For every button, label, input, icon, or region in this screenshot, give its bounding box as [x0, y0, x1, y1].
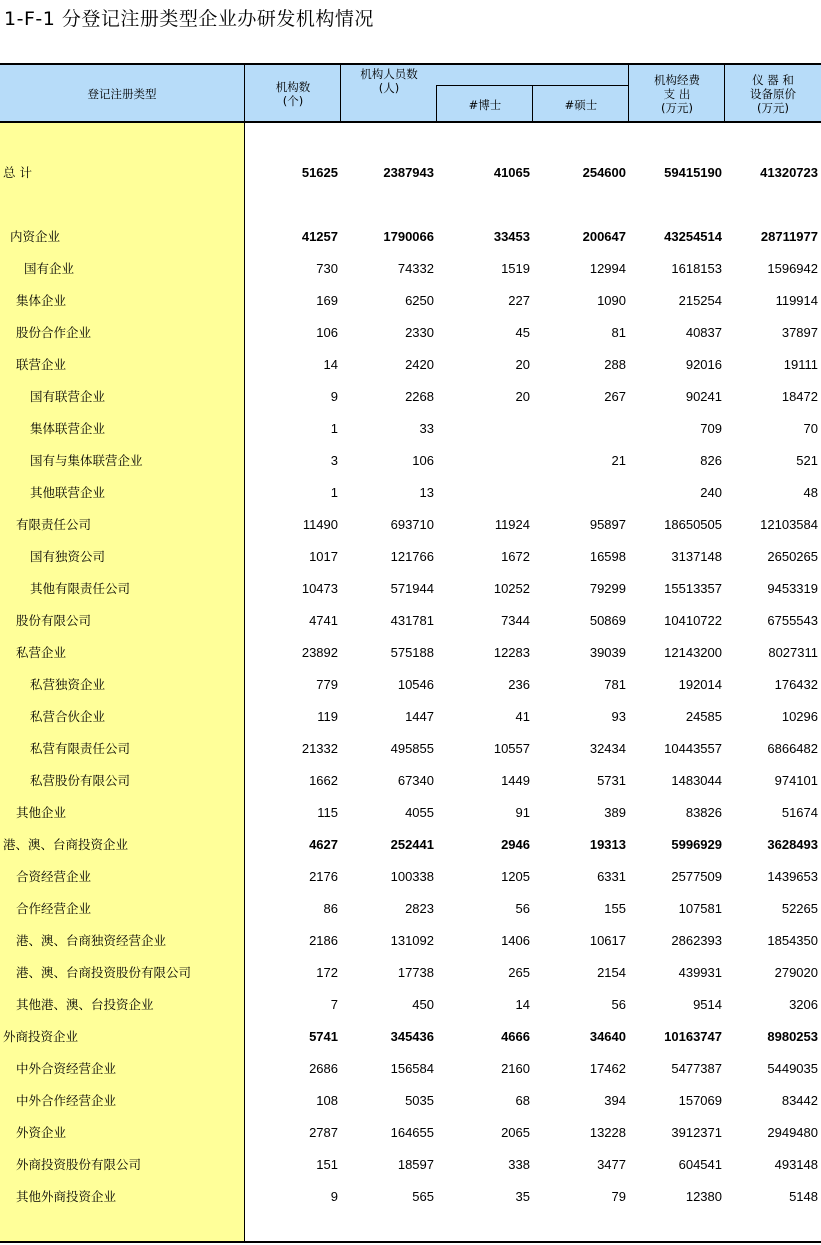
- cell-staff: 164655: [390, 1125, 434, 1140]
- header-master: #硕士: [564, 98, 598, 112]
- cell-count: 4741: [309, 613, 338, 628]
- cell-equipment: 48: [803, 485, 818, 500]
- table-row: [0, 413, 821, 445]
- cell-phd: 10557: [493, 741, 530, 756]
- cell-master: 16598: [589, 549, 626, 564]
- table-row: [0, 669, 821, 701]
- table-row: [0, 1021, 821, 1053]
- cell-staff: 5035: [405, 1093, 434, 1108]
- header-equipment: 仪 器 和 设备原价 (万元): [750, 73, 796, 115]
- cell-equipment: 12103584: [760, 517, 818, 532]
- table-row: [0, 285, 821, 317]
- cell-equipment: 70: [803, 421, 818, 436]
- cell-phd: 68: [515, 1093, 530, 1108]
- cell-expense: 215254: [678, 293, 722, 308]
- cell-expense: 2862393: [671, 933, 722, 948]
- cell-equipment: 3206: [789, 997, 818, 1012]
- cell-phd: 41065: [493, 165, 530, 180]
- cell-equipment: 2650265: [767, 549, 818, 564]
- row-label: 私营股份有限公司: [30, 773, 131, 788]
- header-divider: [724, 65, 725, 123]
- cell-master: 13228: [589, 1125, 626, 1140]
- cell-equipment: 521: [796, 453, 818, 468]
- cell-expense: 439931: [678, 965, 722, 980]
- table-row: [0, 861, 821, 893]
- cell-count: 1: [330, 485, 338, 500]
- cell-master: 3477: [597, 1157, 626, 1172]
- cell-master: 254600: [582, 165, 626, 180]
- cell-staff: 345436: [390, 1029, 434, 1044]
- cell-count: 1662: [309, 773, 338, 788]
- cell-master: 288: [604, 357, 626, 372]
- cell-expense: 18650505: [664, 517, 722, 532]
- cell-equipment: 83442: [781, 1093, 818, 1108]
- table-row: [0, 1117, 821, 1149]
- cell-count: 2787: [309, 1125, 338, 1140]
- cell-expense: 10410722: [664, 613, 722, 628]
- row-label: 中外合作经营企业: [16, 1093, 117, 1108]
- table-row: [0, 1181, 821, 1213]
- cell-phd: 1519: [501, 261, 530, 276]
- table-row: [0, 317, 821, 349]
- cell-expense: 826: [700, 453, 722, 468]
- cell-master: 50869: [589, 613, 626, 628]
- cell-equipment: 279020: [774, 965, 818, 980]
- cell-expense: 157069: [678, 1093, 722, 1108]
- cell-master: 394: [604, 1093, 626, 1108]
- row-label: 外商投资股份有限公司: [16, 1157, 142, 1172]
- cell-staff: 100338: [390, 869, 434, 884]
- cell-phd: 14: [515, 997, 530, 1012]
- row-label: 私营独资企业: [30, 677, 106, 692]
- row-label: 其他企业: [16, 805, 67, 820]
- table-row: [0, 541, 821, 573]
- table-row: [0, 1053, 821, 1085]
- cell-phd: 33453: [493, 229, 530, 244]
- cell-phd: 35: [515, 1189, 530, 1204]
- cell-phd: 12283: [493, 645, 530, 660]
- cell-expense: 709: [700, 421, 722, 436]
- cell-phd: 236: [508, 677, 530, 692]
- page-title: 1-F-1 分登记注册类型企业办研发机构情况: [4, 8, 374, 30]
- cell-equipment: 51674: [781, 805, 818, 820]
- row-label: 联营企业: [16, 357, 67, 372]
- cell-phd: 1406: [501, 933, 530, 948]
- cell-count: 2176: [309, 869, 338, 884]
- cell-phd: 11924: [494, 517, 530, 532]
- row-label: 其他外商投资企业: [16, 1189, 117, 1204]
- cell-count: 3: [330, 453, 338, 468]
- cell-equipment: 3628493: [767, 837, 818, 852]
- cell-expense: 83826: [685, 805, 722, 820]
- cell-staff: 33: [419, 421, 434, 436]
- cell-staff: 18597: [397, 1157, 434, 1172]
- cell-staff: 252441: [390, 837, 434, 852]
- row-label: 内资企业: [10, 229, 61, 244]
- cell-master: 6331: [597, 869, 626, 884]
- table-row: [0, 445, 821, 477]
- table-row: [0, 701, 821, 733]
- cell-master: 95897: [589, 517, 626, 532]
- row-label: 私营企业: [16, 645, 67, 660]
- cell-count: 4627: [309, 837, 338, 852]
- cell-master: 2154: [597, 965, 626, 980]
- cell-equipment: 52265: [781, 901, 818, 916]
- cell-expense: 1618153: [671, 261, 722, 276]
- row-label: 集体联营企业: [30, 421, 106, 436]
- cell-equipment: 176432: [774, 677, 818, 692]
- cell-expense: 5477387: [671, 1061, 722, 1076]
- cell-count: 11490: [302, 517, 338, 532]
- row-label: 合资经营企业: [16, 869, 92, 884]
- row-label: 国有联营企业: [30, 389, 106, 404]
- cell-expense: 107581: [678, 901, 722, 916]
- cell-staff: 575188: [390, 645, 434, 660]
- row-label: 国有独资公司: [30, 549, 106, 564]
- row-label: 外商投资企业: [3, 1029, 79, 1044]
- cell-master: 19313: [589, 837, 626, 852]
- table-row: [0, 637, 821, 669]
- cell-master: 17462: [589, 1061, 626, 1076]
- cell-equipment: 2949480: [767, 1125, 818, 1140]
- cell-staff: 121766: [390, 549, 434, 564]
- row-label: 其他联营企业: [30, 485, 106, 500]
- row-label: 合作经营企业: [16, 901, 92, 916]
- cell-staff: 1447: [405, 709, 434, 724]
- cell-equipment: 37897: [781, 325, 818, 340]
- cell-master: 21: [611, 453, 626, 468]
- cell-equipment: 9453319: [767, 581, 818, 596]
- cell-equipment: 1439653: [767, 869, 818, 884]
- cell-count: 14: [323, 357, 338, 372]
- table-row: [0, 829, 821, 861]
- cell-staff: 565: [412, 1189, 434, 1204]
- cell-staff: 13: [419, 485, 434, 500]
- cell-master: 200647: [582, 229, 626, 244]
- cell-master: 79299: [589, 581, 626, 596]
- cell-count: 2686: [309, 1061, 338, 1076]
- cell-count: 86: [323, 901, 338, 916]
- cell-staff: 450: [412, 997, 434, 1012]
- cell-master: 32434: [589, 741, 626, 756]
- cell-expense: 3137148: [671, 549, 722, 564]
- row-label: 股份合作企业: [16, 325, 92, 340]
- cell-staff: 571944: [390, 581, 434, 596]
- cell-count: 172: [316, 965, 338, 980]
- row-label: 私营合伙企业: [30, 709, 106, 724]
- cell-master: 781: [604, 677, 626, 692]
- table-row: [0, 381, 821, 413]
- cell-staff: 10546: [397, 677, 434, 692]
- row-label: 其他有限责任公司: [30, 581, 131, 596]
- cell-staff: 67340: [397, 773, 434, 788]
- cell-count: 51625: [301, 165, 338, 180]
- cell-phd: 20: [515, 357, 530, 372]
- cell-count: 2186: [309, 933, 338, 948]
- cell-master: 10617: [589, 933, 626, 948]
- cell-equipment: 28711977: [760, 229, 818, 244]
- cell-master: 56: [611, 997, 626, 1012]
- cell-count: 9: [330, 389, 338, 404]
- cell-phd: 1205: [501, 869, 530, 884]
- cell-phd: 10252: [493, 581, 530, 596]
- cell-count: 106: [316, 325, 338, 340]
- row-label: 私营有限责任公司: [30, 741, 131, 756]
- header-divider: [532, 85, 533, 123]
- cell-master: 12994: [589, 261, 626, 276]
- cell-expense: 9514: [693, 997, 722, 1012]
- cell-staff: 6250: [405, 293, 434, 308]
- cell-staff: 156584: [390, 1061, 434, 1076]
- cell-staff: 693710: [390, 517, 434, 532]
- cell-equipment: 5449035: [767, 1061, 818, 1076]
- data-table: [0, 63, 821, 1243]
- cell-phd: 227: [508, 293, 530, 308]
- table-row: [0, 221, 821, 253]
- row-label: 国有企业: [24, 261, 75, 276]
- cell-phd: 2065: [501, 1125, 530, 1140]
- cell-master: 39039: [589, 645, 626, 660]
- table-row: [0, 349, 821, 381]
- cell-master: 267: [604, 389, 626, 404]
- cell-equipment: 1854350: [767, 933, 818, 948]
- table-row: [0, 957, 821, 989]
- cell-expense: 10443557: [664, 741, 722, 756]
- cell-expense: 5996929: [671, 837, 722, 852]
- row-label: 港、澳、台商投资股份有限公司: [16, 965, 192, 980]
- row-label: 港、澳、台商独资经营企业: [16, 933, 167, 948]
- row-label: 国有与集体联营企业: [30, 453, 143, 468]
- cell-phd: 41: [515, 709, 530, 724]
- cell-master: 1090: [597, 293, 626, 308]
- cell-count: 23892: [301, 645, 338, 660]
- row-label: 其他港、澳、台投资企业: [16, 997, 154, 1012]
- cell-equipment: 6866482: [767, 741, 818, 756]
- table-row: [0, 477, 821, 509]
- cell-count: 779: [316, 677, 338, 692]
- cell-staff: 17738: [397, 965, 434, 980]
- header-divider: [244, 65, 245, 123]
- cell-count: 730: [316, 261, 338, 276]
- cell-staff: 2268: [405, 389, 434, 404]
- cell-staff: 1790066: [383, 229, 434, 244]
- cell-count: 169: [316, 293, 338, 308]
- cell-staff: 2420: [405, 357, 434, 372]
- cell-equipment: 8027311: [768, 645, 818, 660]
- row-label: 总 计: [3, 165, 32, 180]
- cell-staff: 2387943: [383, 165, 434, 180]
- cell-staff: 131092: [390, 933, 434, 948]
- table-row: [0, 509, 821, 541]
- cell-staff: 74332: [397, 261, 434, 276]
- row-label: 集体企业: [16, 293, 67, 308]
- header-divider: [340, 65, 341, 123]
- table-row: [0, 733, 821, 765]
- row-label: 港、澳、台商投资企业: [3, 837, 129, 852]
- cell-phd: 20: [515, 389, 530, 404]
- cell-expense: 90241: [685, 389, 722, 404]
- cell-equipment: 10296: [781, 709, 818, 724]
- cell-expense: 12380: [685, 1189, 722, 1204]
- cell-equipment: 6755543: [767, 613, 818, 628]
- cell-expense: 3912371: [671, 1125, 722, 1140]
- header-registration-type: 登记注册类型: [87, 87, 157, 101]
- cell-expense: 59415190: [664, 165, 722, 180]
- cell-master: 155: [604, 901, 626, 916]
- cell-expense: 2577509: [671, 869, 722, 884]
- header-staff-count: 机构人员数 (人): [360, 67, 418, 95]
- cell-count: 1: [330, 421, 338, 436]
- cell-equipment: 119914: [775, 293, 818, 308]
- table-row: [0, 157, 821, 189]
- cell-equipment: 974101: [774, 773, 818, 788]
- header-institution-count: 机构数 (个): [275, 80, 311, 108]
- cell-equipment: 19111: [783, 357, 818, 372]
- cell-expense: 40837: [685, 325, 722, 340]
- cell-staff: 106: [412, 453, 434, 468]
- cell-phd: 56: [515, 901, 530, 916]
- cell-equipment: 18472: [781, 389, 818, 404]
- table-row: [0, 765, 821, 797]
- cell-count: 151: [316, 1157, 338, 1172]
- table-row: [0, 573, 821, 605]
- cell-staff: 431781: [390, 613, 434, 628]
- cell-expense: 604541: [678, 1157, 722, 1172]
- cell-master: 81: [611, 325, 626, 340]
- row-label: 外资企业: [16, 1125, 67, 1140]
- cell-staff: 4055: [405, 805, 434, 820]
- cell-staff: 2330: [405, 325, 434, 340]
- cell-phd: 1449: [501, 773, 530, 788]
- cell-expense: 1483044: [671, 773, 722, 788]
- cell-expense: 10163747: [664, 1029, 722, 1044]
- cell-staff: 2823: [405, 901, 434, 916]
- row-label: 中外合资经营企业: [16, 1061, 117, 1076]
- cell-expense: 240: [700, 485, 722, 500]
- cell-master: 5731: [597, 773, 626, 788]
- cell-phd: 45: [515, 325, 530, 340]
- cell-master: 93: [611, 709, 626, 724]
- header-phd: #博士: [468, 98, 502, 112]
- cell-master: 79: [611, 1189, 626, 1204]
- cell-phd: 2946: [501, 837, 530, 852]
- cell-expense: 92016: [685, 357, 722, 372]
- table-row: [0, 1149, 821, 1181]
- table-row: [0, 253, 821, 285]
- cell-count: 119: [317, 709, 338, 724]
- cell-phd: 91: [515, 805, 530, 820]
- cell-phd: 1672: [501, 549, 530, 564]
- header-divider: [628, 65, 629, 123]
- header-expense: 机构经费 支 出 (万元): [654, 73, 700, 115]
- table-row: [0, 605, 821, 637]
- cell-phd: 265: [508, 965, 530, 980]
- header-divider: [436, 85, 437, 123]
- table-row: [0, 797, 821, 829]
- cell-phd: 4666: [501, 1029, 530, 1044]
- cell-expense: 15513357: [664, 581, 722, 596]
- cell-count: 10473: [301, 581, 338, 596]
- cell-expense: 43254514: [664, 229, 722, 244]
- cell-master: 34640: [589, 1029, 626, 1044]
- cell-staff: 495855: [390, 741, 434, 756]
- table-row: [0, 893, 821, 925]
- cell-count: 5741: [309, 1029, 338, 1044]
- cell-master: 389: [604, 805, 626, 820]
- table-row: [0, 925, 821, 957]
- cell-count: 41257: [301, 229, 338, 244]
- cell-count: 108: [316, 1093, 338, 1108]
- table-bottom-border: [0, 1241, 821, 1243]
- row-label: 股份有限公司: [16, 613, 92, 628]
- header-subdivider: [436, 85, 628, 86]
- cell-phd: 338: [508, 1157, 530, 1172]
- cell-phd: 2160: [501, 1061, 530, 1076]
- cell-equipment: 493148: [774, 1157, 818, 1172]
- cell-count: 7: [330, 997, 338, 1012]
- cell-expense: 192014: [678, 677, 722, 692]
- cell-equipment: 5148: [789, 1189, 818, 1204]
- table-row: [0, 1085, 821, 1117]
- cell-equipment: 8980253: [767, 1029, 818, 1044]
- cell-equipment: 41320723: [760, 165, 818, 180]
- table-header: [0, 63, 821, 123]
- cell-count: 9: [330, 1189, 338, 1204]
- table-row: [0, 989, 821, 1021]
- cell-count: 21332: [301, 741, 338, 756]
- cell-expense: 12143200: [664, 645, 722, 660]
- cell-count: 115: [317, 805, 338, 820]
- cell-equipment: 1596942: [767, 261, 818, 276]
- cell-phd: 7344: [501, 613, 530, 628]
- row-label: 有限责任公司: [16, 517, 92, 532]
- cell-count: 1017: [309, 549, 338, 564]
- cell-expense: 24585: [685, 709, 722, 724]
